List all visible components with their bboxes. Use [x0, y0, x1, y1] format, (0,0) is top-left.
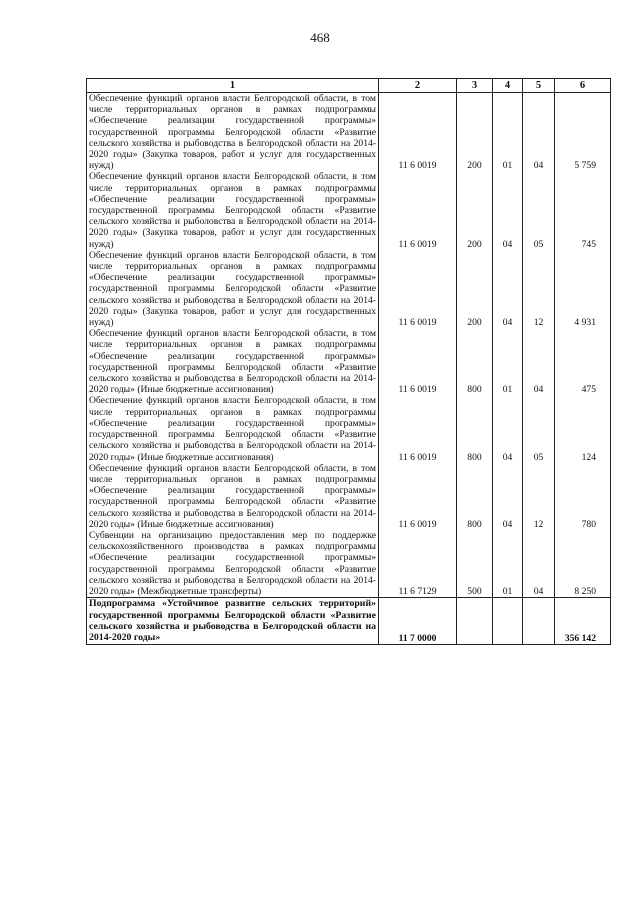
row-description: Обеспечение функций органов власти Белгородской области, в том числе территориальных органов в рамках подпрограммы «Обеспечение реализации государственной программы» государственной программы Белгородской области «Развитие сельского хозяйства и рыбоводства в Белгородской области на 2014-2020 годы» (Иные бюджетные ассигнования) [87, 328, 379, 395]
table-row [87, 530, 611, 598]
row-pr: 12 [523, 250, 555, 328]
header-col-1: 1 [87, 79, 379, 93]
table-row [87, 328, 611, 395]
row-description: Обеспечение функций органов власти Белгородской области, в том числе территориальных органов в рамках подпрограммы «Обеспечение реализации государственной программы» государственной программы Белгородской области «Развитие сельского хозяйства и рыбоводства в Белгородской области на 2014-2020 годы» (Иные бюджетные ассигнования) [87, 463, 379, 530]
row-vr: 200 [457, 250, 493, 328]
row-description: Субвенции на организацию предоставления мер по поддержке сельскохозяйственного производства в рамках подпрограммы «Обеспечение реализации государственной программы» государственной программы Белгородской области «Развитие сельского хозяйства и рыбоводства в Белгородской области на 2014-2020 годы» (Межбюджетные трансферты) [87, 530, 379, 598]
table-row [87, 93, 611, 172]
row-pr: 04 [523, 530, 555, 598]
row-rz: 01 [493, 530, 523, 598]
row-sum: 5 759 [555, 93, 611, 172]
row-rz: 01 [493, 328, 523, 395]
row-sum: 8 250 [555, 530, 611, 598]
row-sum: 4 931 [555, 250, 611, 328]
subprogram-sum: 356 142 [555, 598, 611, 645]
row-description: Обеспечение функций органов власти Белгородской области, в том числе территориальных органов в рамках подпрограммы «Обеспечение реализации государственной программы» государственной программы Белгородской области «Развитие сельского хозяйства и рыболовства в Белгородской области на 2014-2020 годы» (Закупка товаров, работ и услуг для государственных нужд) [87, 171, 379, 249]
subprogram-vr [457, 598, 493, 645]
row-description: Обеспечение функций органов власти Белгородской области, в том числе территориальных органов в рамках подпрограммы «Обеспечение реализации государственной программы» государственной программы Белгородской области «Развитие сельского хозяйства и рыбоводства в Белгородской области на 2014-2020 годы» (Иные бюджетные ассигнования) [87, 395, 379, 462]
row-sum: 124 [555, 395, 611, 462]
subprogram-rz [493, 598, 523, 645]
row-csr: 11 6 0019 [379, 328, 457, 395]
header-col-6: 6 [555, 79, 611, 93]
subprogram-csr: 11 7 0000 [379, 598, 457, 645]
header-col-2: 2 [379, 79, 457, 93]
row-csr: 11 6 0019 [379, 395, 457, 462]
row-pr: 04 [523, 328, 555, 395]
row-pr: 12 [523, 463, 555, 530]
row-vr: 200 [457, 93, 493, 172]
row-rz: 04 [493, 250, 523, 328]
table-row [87, 463, 611, 530]
row-sum: 780 [555, 463, 611, 530]
row-pr: 05 [523, 395, 555, 462]
row-pr: 04 [523, 93, 555, 172]
table-row [87, 171, 611, 249]
row-rz: 04 [493, 463, 523, 530]
subprogram-pr [523, 598, 555, 645]
row-vr: 800 [457, 463, 493, 530]
header-col-3: 3 [457, 79, 493, 93]
budget-table [86, 78, 611, 645]
row-sum: 745 [555, 171, 611, 249]
row-vr: 500 [457, 530, 493, 598]
row-csr: 11 6 7129 [379, 530, 457, 598]
subprogram-row [87, 598, 611, 645]
header-row [87, 79, 611, 93]
subprogram-description: Подпрограмма «Устойчивое развитие сельских территорий» государственной программы Белгородской области «Развитие сельского хозяйства и рыбоводства в Белгородской области на 2014-2020 годы» [87, 598, 379, 645]
row-csr: 11 6 0019 [379, 93, 457, 172]
table-row [87, 395, 611, 462]
row-csr: 11 6 0019 [379, 463, 457, 530]
row-rz: 04 [493, 395, 523, 462]
row-description: Обеспечение функций органов власти Белгородской области, в том числе территориальных органов в рамках подпрограммы «Обеспечение реализации государственной программы» государственной программы Белгородской области «Развитие сельского хозяйства и рыбоводства в Белгородской области на 2014-2020 годы» (Закупка товаров, работ и услуг для государственных нужд) [87, 93, 379, 172]
header-col-5: 5 [523, 79, 555, 93]
row-sum: 475 [555, 328, 611, 395]
row-description: Обеспечение функций органов власти Белгородской области, в том числе территориальных органов в рамках подпрограммы «Обеспечение реализации государственной программы» государственной программы Белгородской области «Развитие сельского хозяйства и рыбоводства в Белгородской области на 2014-2020 годы» (Закупка товаров, работ и услуг для государственных нужд) [87, 250, 379, 328]
row-csr: 11 6 0019 [379, 171, 457, 249]
row-vr: 200 [457, 171, 493, 249]
table-row [87, 250, 611, 328]
header-col-4: 4 [493, 79, 523, 93]
row-csr: 11 6 0019 [379, 250, 457, 328]
row-rz: 01 [493, 93, 523, 172]
row-vr: 800 [457, 395, 493, 462]
row-vr: 800 [457, 328, 493, 395]
row-pr: 05 [523, 171, 555, 249]
row-rz: 04 [493, 171, 523, 249]
page-number: 468 [310, 30, 330, 45]
